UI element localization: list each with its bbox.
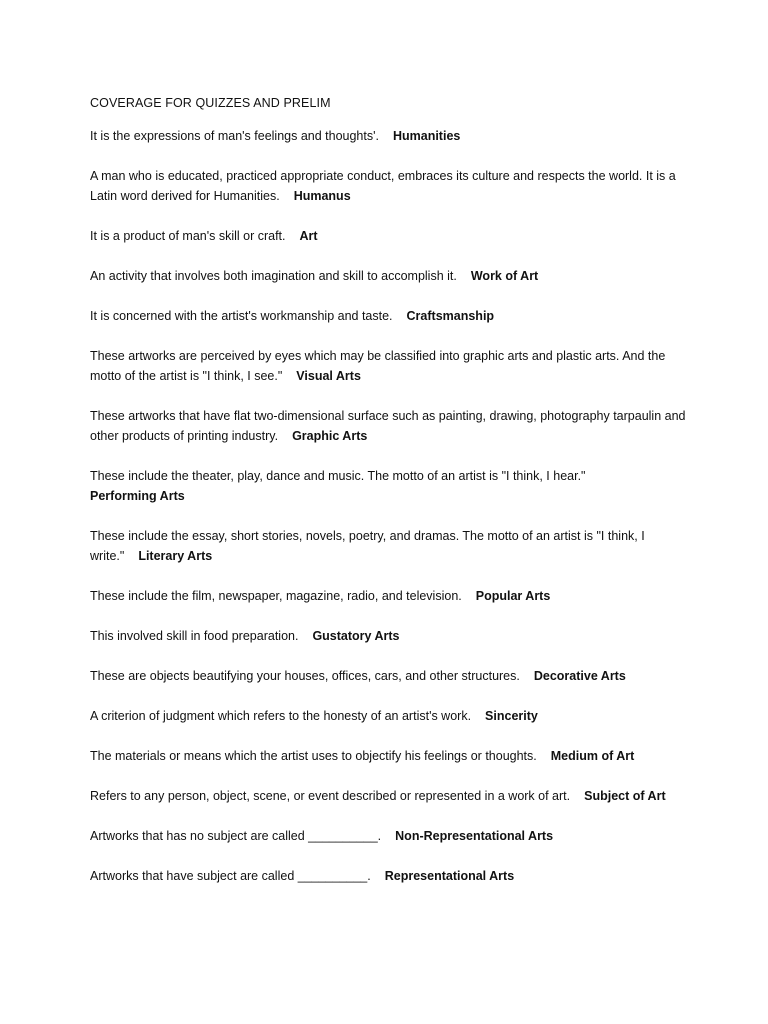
question-text: These artworks that have flat two-dimensional surface such as painting, drawing, photography tarpaulin and other products of printing industry.	[90, 409, 686, 443]
answer-text: Non-Representational Arts	[395, 829, 554, 843]
answer-text: Literary Arts	[138, 549, 213, 563]
answer-text: Performing Arts	[90, 489, 185, 503]
answer-text: Gustatory Arts	[312, 629, 400, 643]
answer-text: Art	[299, 229, 318, 243]
question-text: It is a product of man's skill or craft.	[90, 229, 286, 243]
answer-text: Decorative Arts	[533, 669, 626, 683]
qa-item-gustatory-arts	[90, 626, 690, 646]
question-text: This involved skill in food preparation.	[90, 629, 299, 643]
question-text: An activity that involves both imagination and skill to accomplish it.	[90, 269, 457, 283]
qa-item-non-representational-arts	[90, 826, 690, 846]
answer-text: Graphic Arts	[292, 429, 368, 443]
qa-item-humanities	[90, 126, 690, 146]
question-text: It is the expressions of man's feelings and thoughts'.	[90, 129, 379, 143]
qa-item-sincerity	[90, 706, 690, 726]
question-text: These are objects beautifying your houses, offices, cars, and other structures.	[90, 669, 520, 683]
qa-item-art	[90, 226, 690, 246]
answer-text: Visual Arts	[296, 369, 361, 383]
question-text: The materials or means which the artist uses to objectify his feelings or thoughts.	[90, 749, 537, 763]
document-heading: COVERAGE FOR QUIZZES AND PRELIM	[90, 96, 331, 110]
qa-item-popular-arts	[90, 586, 690, 606]
question-text: These include the essay, short stories, novels, poetry, and dramas. The motto of an artist is "I think, I write."	[90, 529, 645, 563]
question-text: Refers to any person, object, scene, or event described or represented in a work of art.	[90, 789, 571, 803]
qa-item-humanus	[90, 166, 690, 206]
qa-item-representational-arts	[90, 866, 690, 886]
question-text: These artworks are perceived by eyes which may be classified into graphic arts and plastic arts. And the motto of the artist is "I think, I see."	[90, 349, 666, 383]
answer-text: Representational Arts	[384, 869, 515, 883]
qa-item-craftsmanship	[90, 306, 690, 326]
question-text: Artworks that have subject are called __________.	[90, 869, 371, 883]
question-text: These include the film, newspaper, magazine, radio, and television.	[90, 589, 462, 603]
question-text: Artworks that has no subject are called __________.	[90, 829, 382, 843]
question-text: It is concerned with the artist's workmanship and taste.	[90, 309, 393, 323]
qa-item-decorative-arts	[90, 666, 690, 686]
qa-item-subject-of-art	[90, 786, 690, 806]
answer-text: Work of Art	[470, 269, 539, 283]
answer-text: Subject of Art	[584, 789, 666, 803]
answer-text: Humanus	[293, 189, 351, 203]
answer-text: Popular Arts	[475, 589, 551, 603]
qa-item-graphic-arts	[90, 406, 690, 446]
question-text: A criterion of judgment which refers to the honesty of an artist's work.	[90, 709, 472, 723]
answer-text: Medium of Art	[550, 749, 635, 763]
qa-item-medium-of-art	[90, 746, 690, 766]
answer-text: Humanities	[392, 129, 461, 143]
question-text: A man who is educated, practiced appropriate conduct, embraces its culture and respects the world. It is a Latin word derived for Humanities.	[90, 169, 676, 203]
qa-item-performing-arts	[90, 466, 690, 506]
answer-text: Sincerity	[485, 709, 538, 723]
question-text: These include the theater, play, dance and music. The motto of an artist is "I think, I hear."	[90, 469, 586, 483]
qa-item-visual-arts	[90, 346, 690, 386]
qa-item-work-of-art	[90, 266, 690, 286]
answer-text: Craftsmanship	[406, 309, 495, 323]
document-body	[90, 93, 690, 906]
qa-item-literary-arts	[90, 526, 690, 566]
